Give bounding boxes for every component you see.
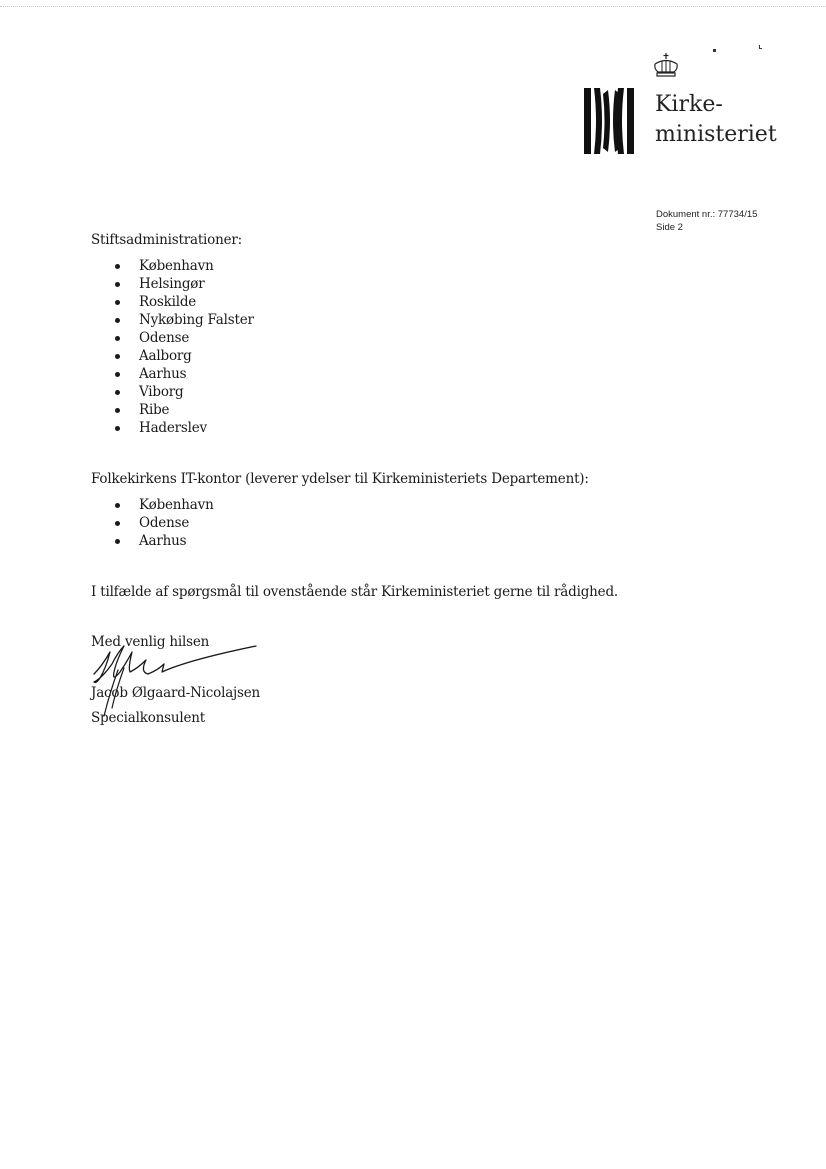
bullet-icon <box>115 426 120 431</box>
bullet-icon <box>115 336 120 341</box>
list-item-label: Nykøbing Falster <box>139 312 254 328</box>
scan-speck <box>713 49 716 52</box>
bullet-icon <box>115 521 120 526</box>
bullet-icon <box>115 390 120 395</box>
bullet-icon <box>115 354 120 359</box>
scan-edge-line <box>0 6 826 7</box>
list-item-label: Aarhus <box>139 533 187 549</box>
crown-icon <box>652 52 680 78</box>
list-item-label: Viborg <box>139 384 184 400</box>
brand-line-1: Kirke- <box>655 92 723 117</box>
list-item <box>91 311 254 329</box>
signer-name: Jacob Ølgaard-Nicolajsen <box>91 685 261 701</box>
list-item <box>91 401 254 419</box>
list-item <box>91 293 254 311</box>
list-item-label: Ribe <box>139 402 170 418</box>
document-number: Dokument nr.: 77734/15 <box>656 209 758 220</box>
bullet-icon <box>115 300 120 305</box>
bullet-icon <box>115 372 120 377</box>
list-item <box>91 275 254 293</box>
document-meta <box>656 208 757 234</box>
list-item <box>91 419 254 437</box>
section-heading-it: Folkekirkens IT-kontor (leverer ydelser til Kirkeministeriets Departement): <box>91 471 589 487</box>
list-item <box>91 383 254 401</box>
list-item-label: Odense <box>139 330 190 346</box>
bullet-icon <box>115 539 120 544</box>
list-item <box>91 514 214 532</box>
list-item-label: Aalborg <box>139 348 192 364</box>
ministry-name <box>655 90 777 150</box>
list-item <box>91 365 254 383</box>
it-office-list <box>91 496 214 550</box>
list-item-label: Odense <box>139 515 190 531</box>
bullet-icon <box>115 318 120 323</box>
bullet-icon <box>115 503 120 508</box>
list-item <box>91 347 254 365</box>
list-item <box>91 257 254 275</box>
bullet-icon <box>115 408 120 413</box>
closing-paragraph: I tilfælde af spørgsmål til ovenstående står Kirkeministeriet gerne til rådighed. <box>91 584 618 600</box>
list-item-label: Roskilde <box>139 294 197 310</box>
bullet-icon <box>115 264 120 269</box>
section-heading-stift: Stiftsadministrationer: <box>91 232 242 248</box>
signer-title: Specialkonsulent <box>91 710 205 726</box>
list-item-label: Aarhus <box>139 366 187 382</box>
list-item <box>91 496 214 514</box>
greeting: Med venlig hilsen <box>91 634 210 650</box>
list-item <box>91 329 254 347</box>
page-number: Side 2 <box>656 222 683 233</box>
list-item <box>91 532 214 550</box>
list-item-label: Helsingør <box>139 276 205 292</box>
scan-speck <box>759 48 762 49</box>
list-item-label: København <box>139 497 214 513</box>
stift-list <box>91 257 254 437</box>
list-item-label: Haderslev <box>139 420 207 436</box>
list-item-label: København <box>139 258 214 274</box>
ministry-logo-icon <box>584 88 634 154</box>
brand-line-2: ministeriet <box>655 122 777 147</box>
bullet-icon <box>115 282 120 287</box>
handwritten-signature <box>88 638 260 720</box>
